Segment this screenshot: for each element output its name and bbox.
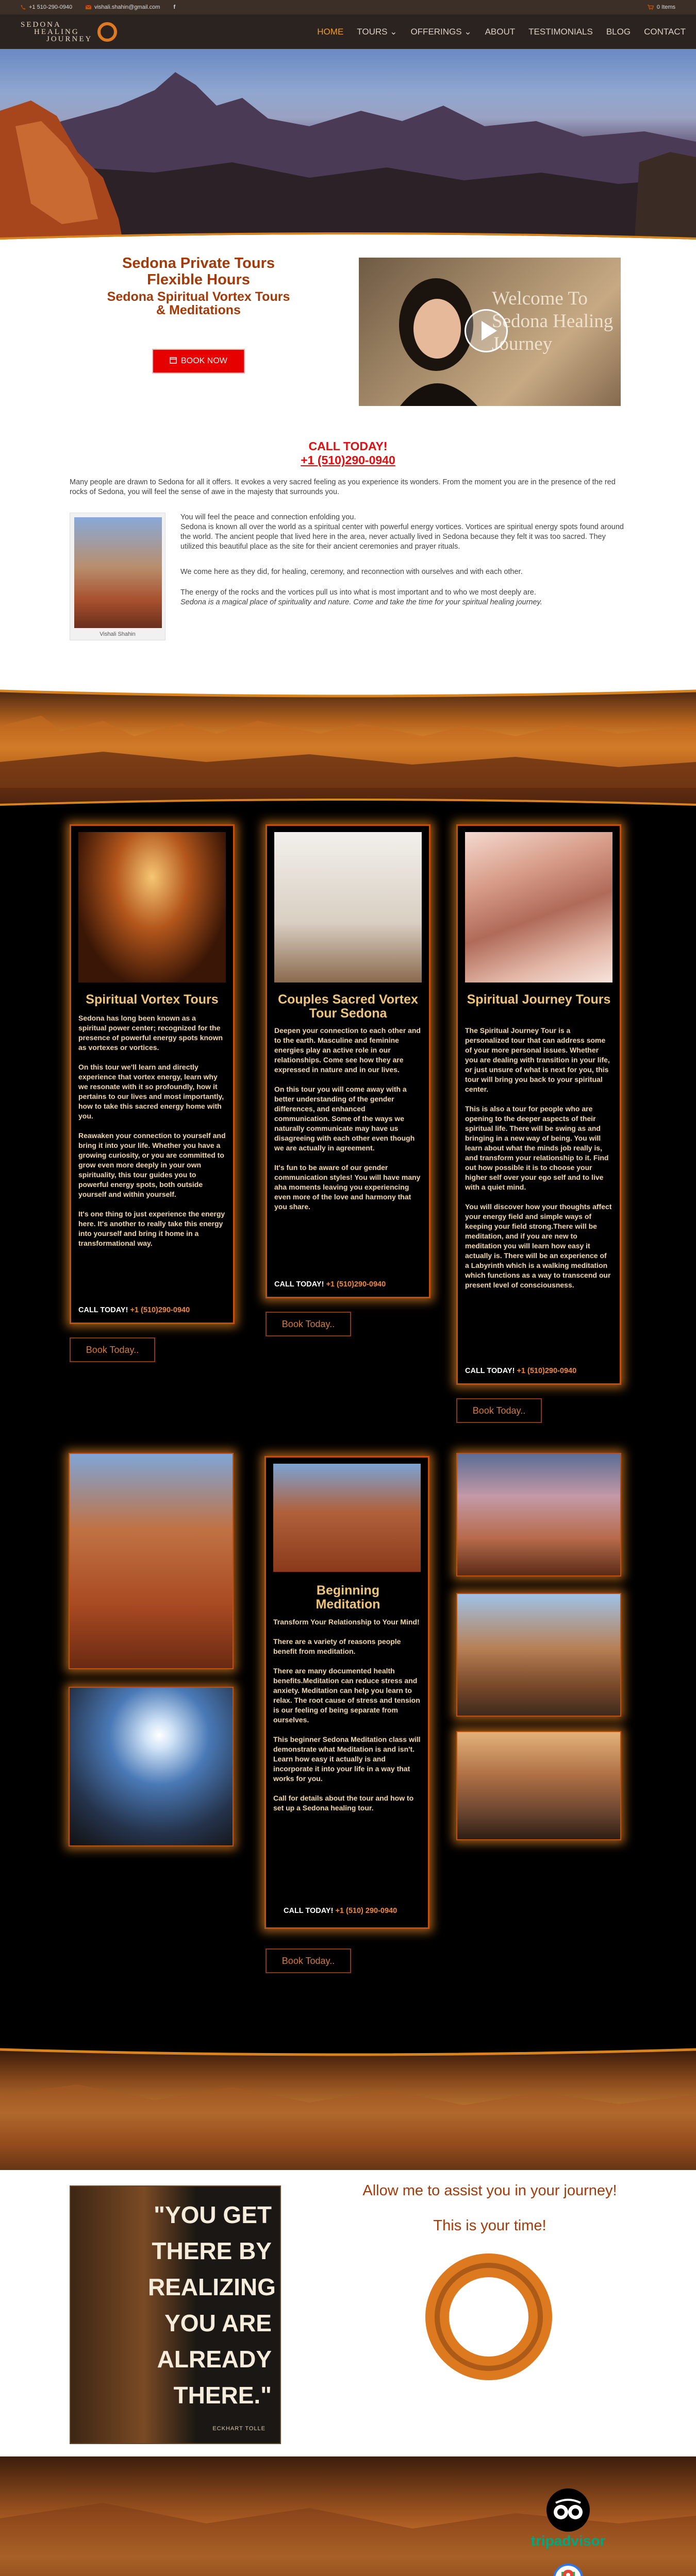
facebook-icon: f <box>173 4 176 10</box>
buddha-quote-image <box>70 2185 281 2444</box>
logo-ring-icon <box>95 20 119 44</box>
couple-image <box>274 832 422 982</box>
tour-card-phone[interactable]: CALL TODAY! +1 (510)290-0940 <box>274 1280 386 1289</box>
facebook-link[interactable] <box>173 4 175 10</box>
hero-mountains-image <box>0 49 696 246</box>
cart-icon <box>648 5 654 10</box>
phone-icon <box>21 5 26 10</box>
book-today-button[interactable]: Book Today.. <box>266 1948 351 1973</box>
book-today-button[interactable]: Book Today.. <box>70 1337 155 1362</box>
tour-card-text: The Spiritual Journey Tour is a personalized tour that can address some of your more personal issues. Whether you are dealing with transition in your life, or just unsure of what is next for you, this tour will bring you back to your spiritual center. This is also a tour for people who are opening to the deeper aspects of their spiritual life. There will be swing as and bringing in a new way of being. You will learn about what the minds job really is, and transform your relationship to it. Find out how possible it is to choose your higher self over your ego self and to live with a quiet mind. You will discover how your thoughts affect your energy field and simple ways of keeping your field strong.There will be meditation, and if you are new to meditation you will learn how easy it actually is. There will be an experience of a Labyrinth which is a walking meditation which functions as a way to transcend our present level of consciousness. <box>465 1026 612 1289</box>
canyon-band-image <box>0 685 696 811</box>
tour-card-phone[interactable]: CALL TODAY! +1 (510)290-0940 <box>465 1367 577 1375</box>
tour-card-couples <box>266 824 430 1298</box>
tour-card-phone[interactable]: CALL TODAY! +1 (510) 290-0940 <box>284 1907 397 1915</box>
play-icon[interactable] <box>465 309 508 352</box>
hero-banner <box>0 49 696 246</box>
your-time-heading: This is your time! <box>433 2217 546 2234</box>
phone-text: +1 510-290-0940 <box>29 4 73 10</box>
quote-section <box>0 2170 696 2456</box>
intro-section <box>0 246 696 685</box>
tour-card-title: Beginning Meditation <box>316 1583 380 1612</box>
intro-side-text-2: We come here as they did, for healing, ceremony, and reconnection with ourselves and with each other. <box>180 568 523 576</box>
google-maps-icon[interactable] <box>553 2564 583 2576</box>
nav-blog[interactable]: BLOG <box>606 26 631 37</box>
tour-card-text: Sedona has long been known as a spiritual power center; recognized for the presence of powerful energy spots known as vortexes or vortices. On this tour we'll learn and directly experience that vortex energy, learn why we resonate with it so profoundly, how it pertains to our lives and most importantly, how to take this sacred energy home with you. Reawaken your connection to yourself and bring it into your life. Whether you have a growing curiosity, or you are committed to grow even more deeply in your own spirituality, this tour guides you to powerful energy spots, both outside yourself and within yourself. It's one thing to just experience the energy here. It's another to really take this energy into yourself and bring it home in a transformational way. <box>78 1014 226 1247</box>
tour-card-text: Transform Your Relationship to Your Mind! There are a variety of reasons people benefit from meditation. There are many documented health benefits.Meditation can reduce stress and anxiety. Meditation can help you learn to relax. The root cause of stress and tension is our feeling of being separate from ourselves. This beginner Sedona Meditation class will demonstrate what Meditation is and isn't. Learn how easy it actually is and incorporate it into your life in a way that works for you. Call for details about the tour and how to set up a Sedona healing tour. <box>273 1618 421 1812</box>
tour-card-title: Couples Sacred Vortex Tour Sedona <box>278 992 418 1021</box>
gallery-image-rainbow <box>456 1453 621 1577</box>
tour-card-text: Deepen your connection to each other and to the earth. Masculine and feminine energies play an active role in our relationships. Come see how they are expressed in nature and in our lives. On this tour you will come away with a better understanding of the gender differences, and enhanced communication. Some of the ways we naturally communicate may have us disagreeing with each other even though we are actually in agreement. It's fun to be aware of our gender communication styles! You will have many aha moments leaving you experiencing even more of the love and harmony that you share. <box>274 1026 421 1211</box>
intro-side-text-1: You will feel the peace and connection enfolding you. Sedona is known all over the world as a spiritual center with powerful energy vortices. Vortices are spiritual energy spots found around the world. The ancient people that lived here in the area, never actually lived in Sedona because they felt it was too sacred. They utilized this beautiful place as the site for their ancient ceremonies and prayer rituals. <box>180 513 624 551</box>
gallery-image-couple-canyon <box>456 1593 621 1717</box>
book-today-button[interactable]: Book Today.. <box>456 1398 542 1423</box>
nav-menu <box>317 27 686 37</box>
intro-title: Sedona Private Tours Flexible Hours <box>122 255 275 288</box>
canyon-band-2-image <box>0 2043 696 2170</box>
profile-photo-card <box>70 513 165 640</box>
meditation-image <box>273 1464 421 1572</box>
assist-heading: Allow me to assist you in your journey! <box>362 2182 617 2199</box>
tour-card-title: Spiritual Vortex Tours <box>86 992 219 1007</box>
gallery-image-sun-rock <box>69 1687 234 1846</box>
book-now-button[interactable]: BOOK NOW <box>152 349 245 374</box>
gallery-image-red-rock-climber <box>69 1453 234 1669</box>
cart-link[interactable] <box>648 4 675 10</box>
intro-subtitle: Sedona Spiritual Vortex Tours & Meditations <box>107 290 290 317</box>
nav-contact[interactable]: CONTACT <box>644 26 686 37</box>
footer-band <box>0 2456 696 2576</box>
envelope-icon <box>86 5 91 9</box>
gallery-image-cairn <box>456 1731 621 1840</box>
tour-card-spiritual-vortex <box>70 824 235 1324</box>
canyon-rocks-2-image <box>0 2043 696 2170</box>
logo-ring-large-icon <box>419 2247 558 2386</box>
top-bar <box>0 0 696 14</box>
tour-card-phone[interactable]: CALL TODAY! +1 (510)290-0940 <box>78 1306 190 1314</box>
tour-card-spiritual-journey <box>456 824 621 1385</box>
email-contact[interactable] <box>86 4 160 10</box>
email-text: vishali.shahin@gmail.com <box>94 4 160 10</box>
tour-card-meditation <box>264 1456 429 1929</box>
site-logo[interactable]: SEDONA HEALING JOURNEY <box>21 20 119 44</box>
intro-side-text-3: The energy of the rocks and the vortices pull us into what is most important and to who we most deeply are. Sedona is a magical place of spirituality and nature. Come and take the time for your spiritual healing journey. <box>180 588 542 606</box>
call-phone-link[interactable]: +1 (510)290-0940 <box>301 453 395 467</box>
book-today-button[interactable]: Book Today.. <box>266 1312 351 1336</box>
tripadvisor-owl-icon <box>546 2488 590 2532</box>
welcome-video[interactable] <box>359 258 621 406</box>
calendar-icon <box>170 357 177 366</box>
quote-author: ECKHART TOLLE <box>212 2426 266 2432</box>
video-title: Welcome To Sedona Healing Journey <box>492 288 614 354</box>
slot-canyon-image <box>465 832 612 982</box>
nav-about[interactable]: ABOUT <box>485 26 516 37</box>
cave-image <box>78 832 226 982</box>
tours-section <box>0 811 696 2043</box>
hero-wave-divider <box>0 232 696 246</box>
profile-photo <box>74 517 162 628</box>
quote-text: "YOU GET THERE BY REALIZING YOU ARE ALREADY THERE." <box>148 2201 276 2409</box>
main-nav <box>0 14 696 49</box>
nav-tours[interactable]: TOURS ⌄ <box>357 26 397 37</box>
tour-card-title: Spiritual Journey Tours <box>467 992 611 1007</box>
call-today-label: CALL TODAY! <box>308 439 388 453</box>
nav-home[interactable]: HOME <box>317 26 344 37</box>
phone-contact[interactable] <box>21 4 72 10</box>
nav-testimonials[interactable]: TESTIMONIALS <box>528 26 593 37</box>
cart-count: 0 Items <box>656 4 675 10</box>
photo-caption: Vishali Shahin <box>100 631 136 637</box>
tripadvisor-label: tripadvisor <box>531 2533 606 2549</box>
intro-paragraph: Many people are drawn to Sedona for all it offers. It evokes a very sacred feeling as you experience its wonders. From the moment you are in the presence of the red rocks of Sedona, you will feel the sense of awe in the majesty that surrounds you. <box>70 478 616 496</box>
band-bottom-wave <box>0 790 696 811</box>
nav-offerings[interactable]: OFFERINGS ⌄ <box>410 26 472 37</box>
tripadvisor-badge[interactable] <box>527 2488 609 2549</box>
